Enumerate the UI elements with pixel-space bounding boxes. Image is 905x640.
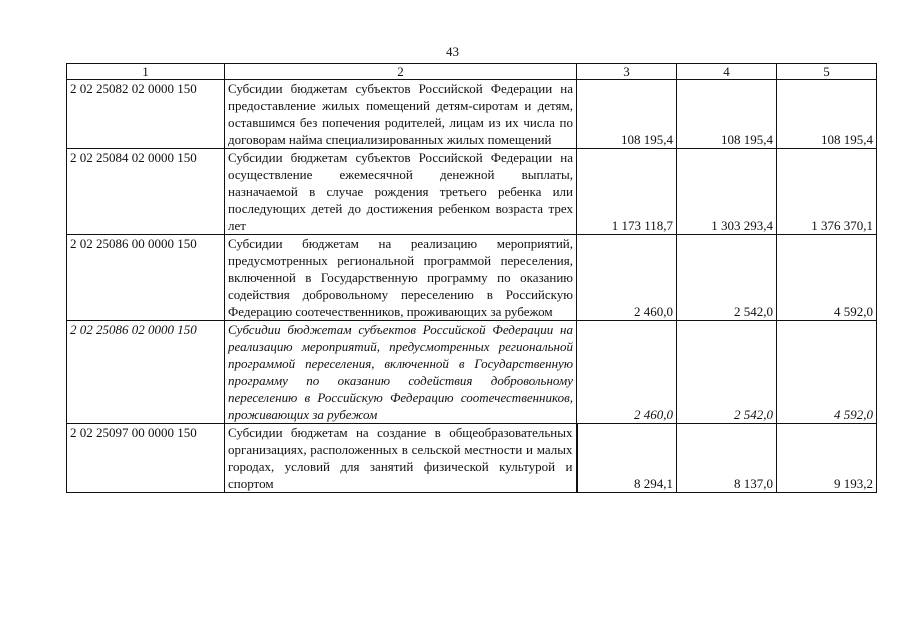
column-header-2: 2: [225, 64, 577, 80]
amount-col-5: 9 193,2: [777, 424, 877, 493]
table-row: [67, 235, 877, 321]
table-row: [67, 424, 877, 493]
amount-col-4: 2 542,0: [677, 321, 777, 424]
amount-col-4: 108 195,4: [677, 80, 777, 149]
table-row: [67, 321, 877, 424]
page-number: 43: [446, 44, 459, 59]
amount-col-3: 1 173 118,7: [577, 149, 677, 235]
column-header-1: 1: [67, 64, 225, 80]
amount-col-4: 2 542,0: [677, 235, 777, 321]
column-header-3: 3: [577, 64, 677, 80]
row-description: Субсидии бюджетам субъектов Российской Федерации на предоставление жилых помещений детям-сиротам и детям, оставшимся без попечения родителей, лицам из их числа по договорам найма специализированных жилых помещений: [225, 80, 577, 149]
budget-table: [66, 63, 877, 493]
table-row: [67, 149, 877, 235]
amount-col-3: 2 460,0: [577, 321, 677, 424]
amount-col-5: 4 592,0: [777, 321, 877, 424]
amount-col-5: 1 376 370,1: [777, 149, 877, 235]
row-description: Субсидии бюджетам субъектов Российской Федерации на реализацию мероприятий, предусмотренных региональной программой переселения, включенной в Государственную программу по оказанию содействия добровольному переселению в Российскую Федерацию соотечественников, проживающих за рубежом: [225, 321, 577, 424]
row-description: Субсидии бюджетам на создание в общеобразовательных организациях, расположенных в сельской местности и малых городах, условий для занятий физической культурой и спортом: [225, 424, 577, 493]
amount-col-4: 1 303 293,4: [677, 149, 777, 235]
budget-code: 2 02 25086 02 0000 150: [67, 321, 225, 424]
amount-col-3: 108 195,4: [577, 80, 677, 149]
column-header-4: 4: [677, 64, 777, 80]
row-description: Субсидии бюджетам субъектов Российской Федерации на осуществление ежемесячной денежной выплаты, назначаемой в случае рождения третьего ребенка или последующих детей до достижения ребенком возраста трех лет: [225, 149, 577, 235]
table-row: [67, 80, 877, 149]
amount-col-3: 8 294,1: [577, 424, 677, 493]
budget-code: 2 02 25082 02 0000 150: [67, 80, 225, 149]
amount-col-5: 108 195,4: [777, 80, 877, 149]
budget-code: 2 02 25097 00 0000 150: [67, 424, 225, 493]
column-header-5: 5: [777, 64, 877, 80]
budget-code: 2 02 25084 02 0000 150: [67, 149, 225, 235]
row-description: Субсидии бюджетам на реализацию мероприятий, предусмотренных региональной программой переселения, включенной в Государственную программу по оказанию содействия добровольному переселению в Российскую Федерацию соотечественников, проживающих за рубежом: [225, 235, 577, 321]
amount-col-4: 8 137,0: [677, 424, 777, 493]
budget-code: 2 02 25086 00 0000 150: [67, 235, 225, 321]
amount-col-3: 2 460,0: [577, 235, 677, 321]
amount-col-5: 4 592,0: [777, 235, 877, 321]
table-header-row: [67, 64, 877, 80]
